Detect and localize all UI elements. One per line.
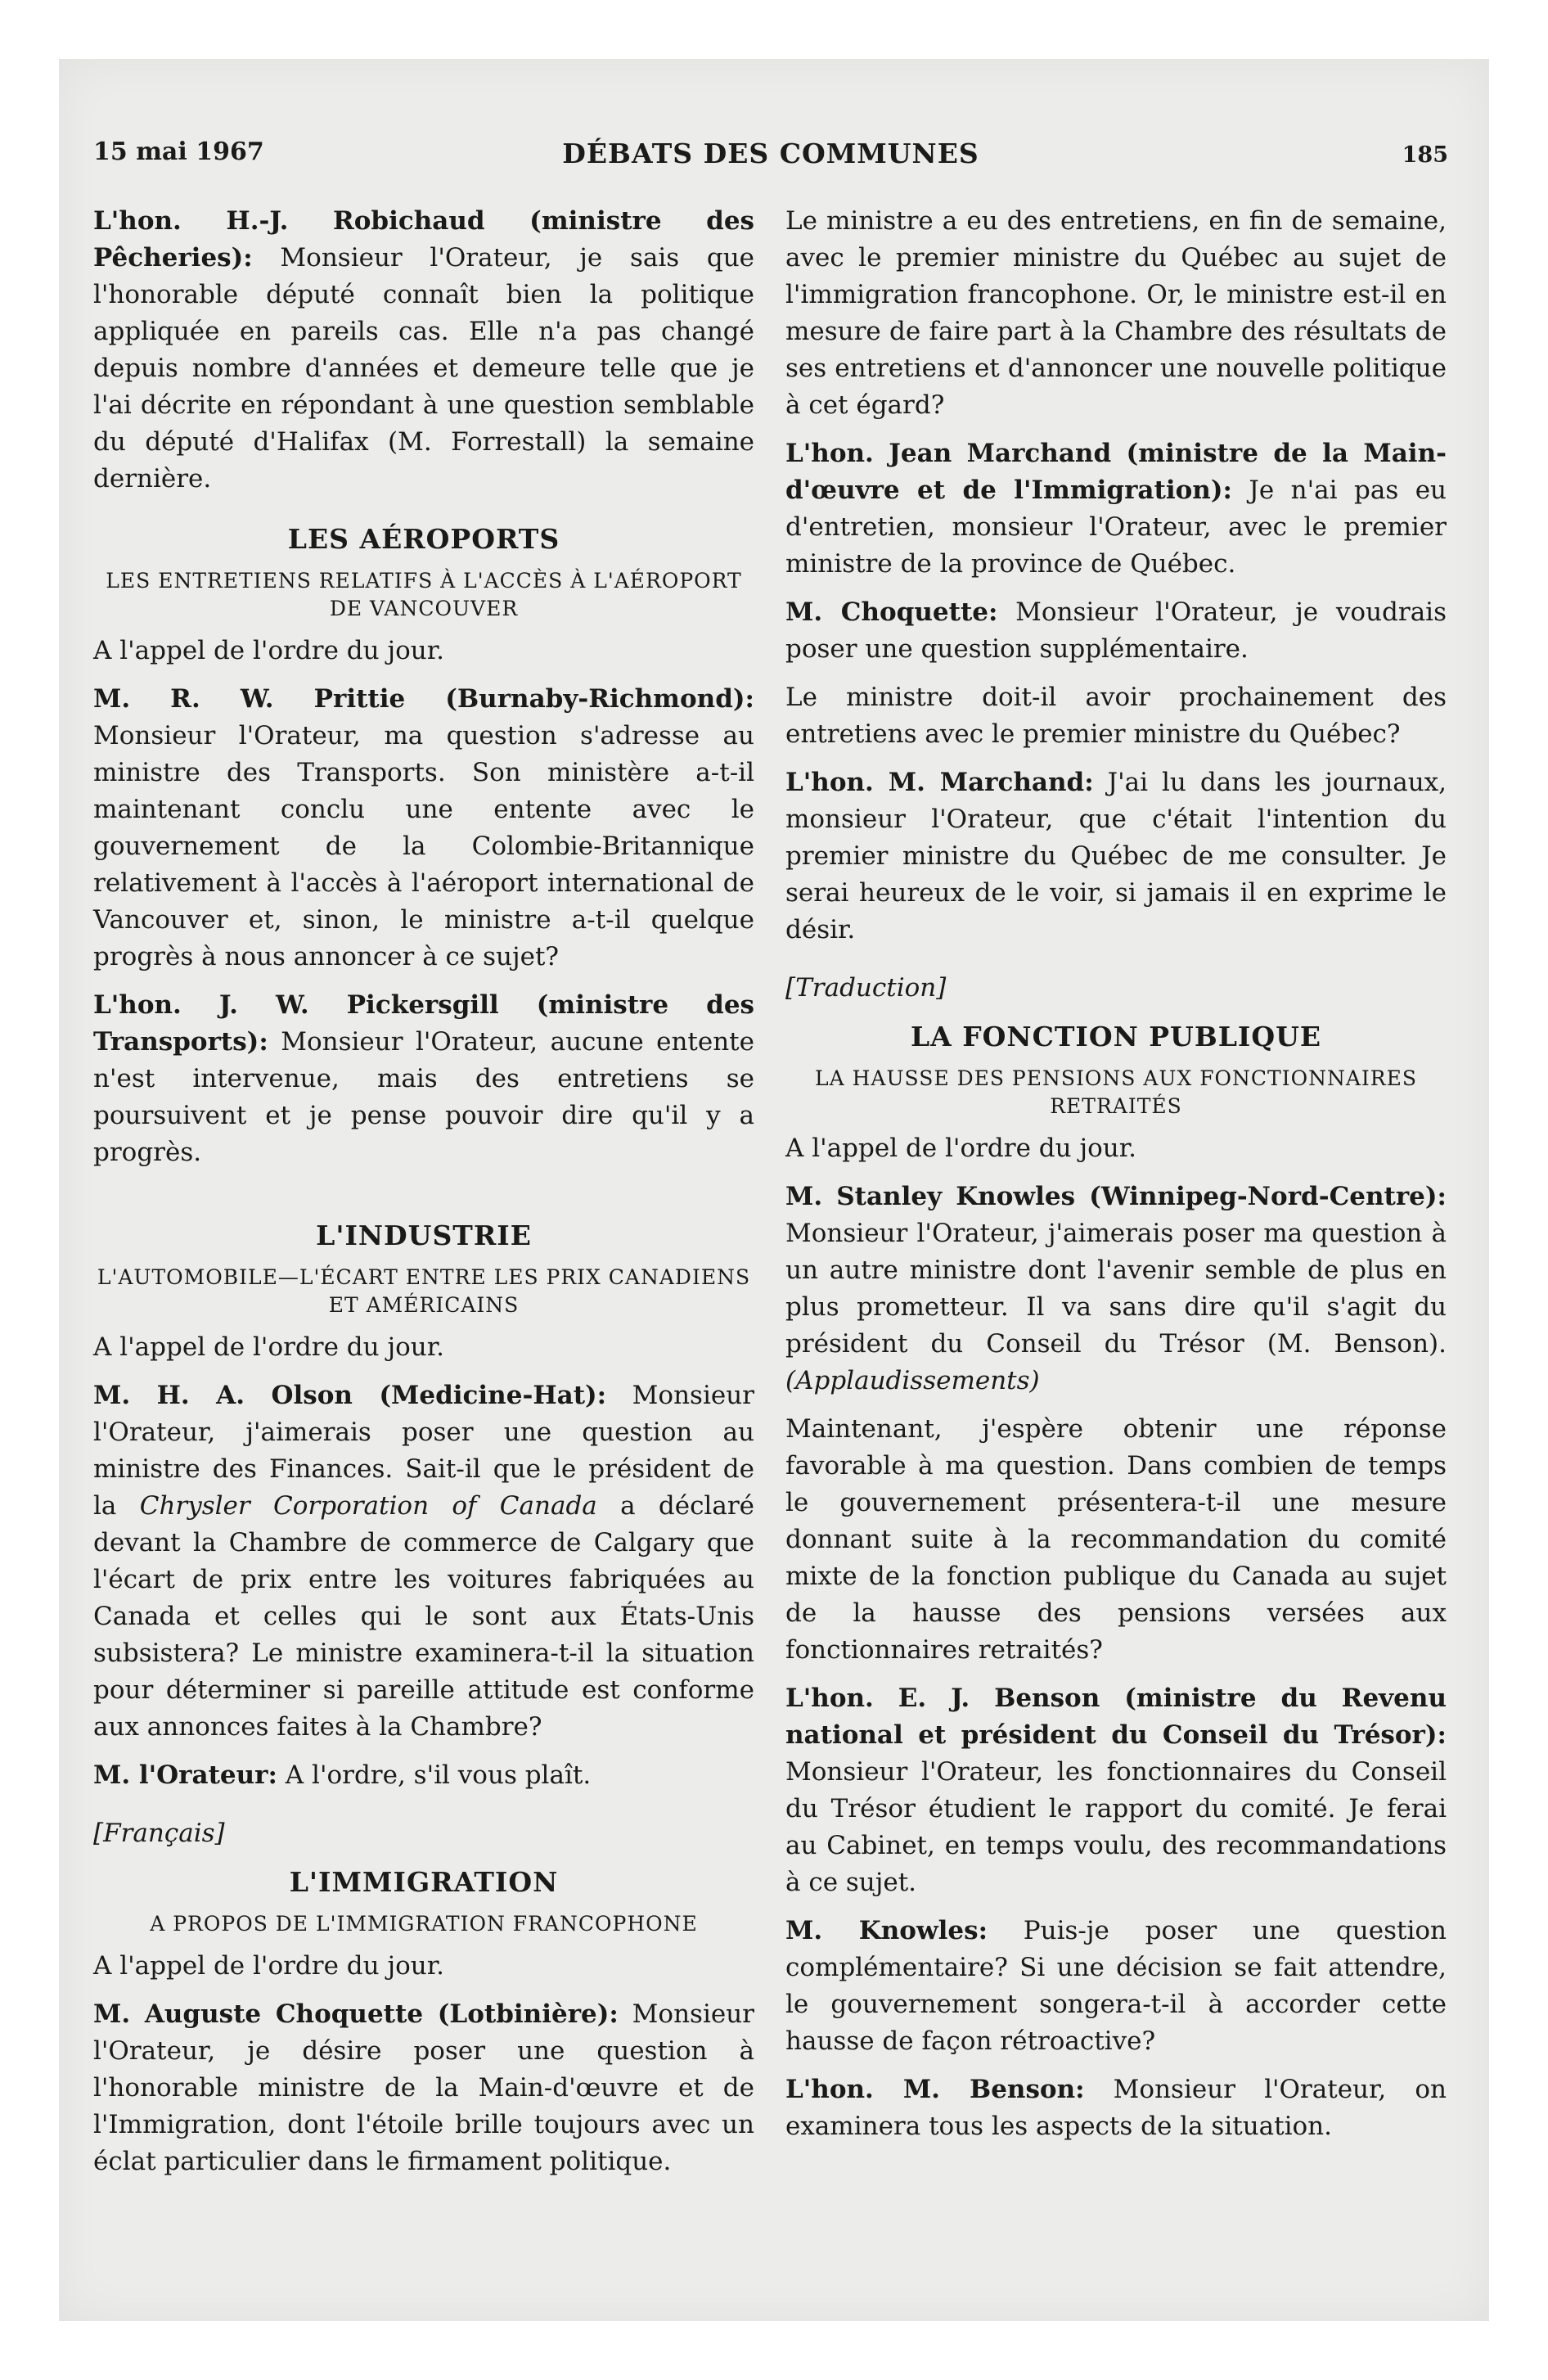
section-subheading: LES ENTRETIENS RELATIFS À L'ACCÈS À L'AÉROPORT DE VANCOUVER [106, 569, 742, 620]
language-marker: [Français] [93, 1819, 225, 1848]
speaker: M. Stanley Knowles (Winnipeg-Nord-Centre): [785, 1182, 1447, 1211]
speaker: L'hon. Jean Marchand (ministre de la Main-d'œuvre et de l'Immigration): [785, 439, 1447, 505]
speaker: L'hon. M. Benson: [785, 2075, 1085, 2104]
speaker: M. Knowles: [785, 1916, 988, 1945]
paragraph [93, 987, 754, 1171]
header-title: DÉBATS DES COMMUNES [562, 137, 979, 169]
section-subheading: A PROPOS DE L'IMMIGRATION FRANCOPHONE [150, 1912, 698, 1936]
page-scan [59, 59, 1489, 2321]
speech-italic: (Applaudissements) [785, 1366, 1040, 1395]
paragraph [93, 1377, 754, 1746]
paragraph: A l'appel de l'ordre du jour. [93, 1951, 444, 1981]
paragraph [93, 1996, 754, 2180]
speech: Monsieur l'Orateur, les fonctionnaires du Conseil du Trésor étudient le rapport du comité. Je ferai au Cabinet, en temps voulu, des recommandations à ce sujet. [785, 1757, 1447, 1897]
speaker: M. R. W. Prittie (Burnaby-Richmond): [93, 684, 754, 714]
speaker: L'hon. M. Marchand: [785, 768, 1094, 797]
speech: Monsieur l'Orateur, je sais que l'honorable député connaît bien la politique appliquée en pareils cas. Elle n'a pas changé depuis nombre d'années et demeure telle que je l'ai décrite en répondant à une question semblable du député d'Halifax (M. Forrestall) la semaine dernière. [93, 243, 754, 494]
speaker: L'hon. H.-J. Robichaud (ministre des Pêcheries): [93, 206, 754, 273]
speech-italic: Chrysler Corporation of Canada [139, 1491, 597, 1521]
speaker: M. l'Orateur: [93, 1760, 277, 1790]
header-date: 15 mai 1967 [93, 137, 264, 166]
paragraph [785, 2071, 1447, 2145]
language-marker: [Traduction] [785, 973, 947, 1003]
section-heading: L'INDUSTRIE [316, 1219, 532, 1251]
speech: Monsieur l'Orateur, je désire poser une question à l'honorable ministre de la Main-d'œuvre et de l'Immigration, dont l'étoile brille toujours avec un éclat particulier dans le firmament politique. [93, 1999, 754, 2176]
paragraph: Le ministre a eu des entretiens, en fin de semaine, avec le premier ministre du Québec au sujet de l'immigration francophone. Or, le ministre est-il en mesure de faire part à la Chambre des résultats de ses entretiens et d'annoncer une nouvelle politique à cet égard? [785, 206, 1447, 420]
paragraph [93, 1757, 754, 1794]
paragraph: Maintenant, j'espère obtenir une réponse favorable à ma question. Dans combien de temps le gouvernement présentera-t-il une mesure donnant suite à la recommandation du comité mixte de la fonction publique du Canada au sujet de la hausse des pensions versées aux fonctionnaires retraités? [785, 1414, 1447, 1665]
paragraph: A l'appel de l'ordre du jour. [93, 636, 444, 665]
speech: Je n'ai pas eu d'entretien, monsieur l'Orateur, avec le premier ministre de la province de Québec. [785, 476, 1447, 579]
paragraph [785, 594, 1447, 668]
paragraph [785, 1680, 1447, 1901]
paragraph [93, 681, 754, 976]
page-header [93, 137, 1448, 187]
speech: A l'ordre, s'il vous plaît. [277, 1760, 592, 1790]
speaker: L'hon. J. W. Pickersgill (ministre des Transports): [93, 990, 754, 1057]
paragraph: A l'appel de l'ordre du jour. [93, 1332, 444, 1362]
speech: a déclaré devant la Chambre de commerce de Calgary que l'écart de prix entre les voitures fabriquées au Canada et celles qui le sont aux États-Unis subsistera? Le ministre examinera-t-il la situation pour déterminer si pareille attitude est conforme aux annonces faites à la Chambre? [93, 1491, 754, 1742]
paragraph [93, 203, 754, 498]
right-column [785, 203, 1447, 2157]
speaker: M. Auguste Choquette (Lotbinière): [93, 1999, 619, 2029]
paragraph [785, 1913, 1447, 2060]
header-page-number: 185 [1402, 142, 1448, 168]
speaker: M. H. A. Olson (Medicine-Hat): [93, 1381, 607, 1410]
paragraph: Le ministre doit-il avoir prochainement des entretiens avec le premier ministre du Québec? [785, 683, 1447, 749]
speech: Monsieur l'Orateur, je voudrais poser une question supplémentaire. [785, 597, 1447, 664]
section-heading: LA FONCTION PUBLIQUE [910, 1021, 1322, 1053]
speech: Monsieur l'Orateur, j'aimerais poser une question au ministre des Finances. Sait-il que le président de la [93, 1381, 754, 1521]
section-heading: LES AÉROPORTS [287, 523, 560, 555]
speech: J'ai lu dans les journaux, monsieur l'Orateur, que c'était l'intention du premier ministre du Québec de me consulter. Je serai heureux de le voir, si jamais il en exprime le désir. [785, 768, 1447, 944]
section-heading: L'IMMIGRATION [289, 1866, 559, 1898]
paragraph [785, 764, 1447, 949]
speaker: M. Choquette: [785, 597, 998, 627]
speech: Monsieur l'Orateur, j'aimerais poser ma question à un autre ministre dont l'avenir semble de plus en plus prometteur. Il va sans dire qu'il s'agit du président du Conseil du Trésor (M. Benson). [785, 1219, 1447, 1359]
section-subheading: L'AUTOMOBILE—L'ÉCART ENTRE LES PRIX CANADIENS ET AMÉRICAINS [97, 1265, 751, 1317]
paragraph: A l'appel de l'ordre du jour. [785, 1134, 1136, 1163]
speech: Monsieur l'Orateur, ma question s'adresse au ministre des Transports. Son ministère a-t-il maintenant conclu une entente avec le gouvernement de la Colombie-Britannique relativement à l'accès à l'aéroport international de Vancouver et, sinon, le ministre a-t-il quelque progrès à nous annoncer à ce sujet? [93, 721, 754, 971]
left-column [93, 203, 754, 2192]
speech: Monsieur l'Orateur, aucune entente n'est intervenue, mais des entretiens se poursuivent et je pense pouvoir dire qu'il y a progrès. [93, 1027, 754, 1167]
paragraph [785, 435, 1447, 583]
speaker: L'hon. E. J. Benson (ministre du Revenu national et président du Conseil du Trésor): [785, 1684, 1447, 1750]
section-subheading: LA HAUSSE DES PENSIONS AUX FONCTIONNAIRES RETRAITÉS [815, 1066, 1417, 1118]
speech: Monsieur l'Orateur, on examinera tous les aspects de la situation. [785, 2075, 1447, 2141]
paragraph [785, 1179, 1447, 1400]
speech: Puis-je poser une question complémentaire? Si une décision se fait attendre, le gouvernement songera-t-il à accorder cette hausse de façon rétroactive? [785, 1916, 1447, 2056]
